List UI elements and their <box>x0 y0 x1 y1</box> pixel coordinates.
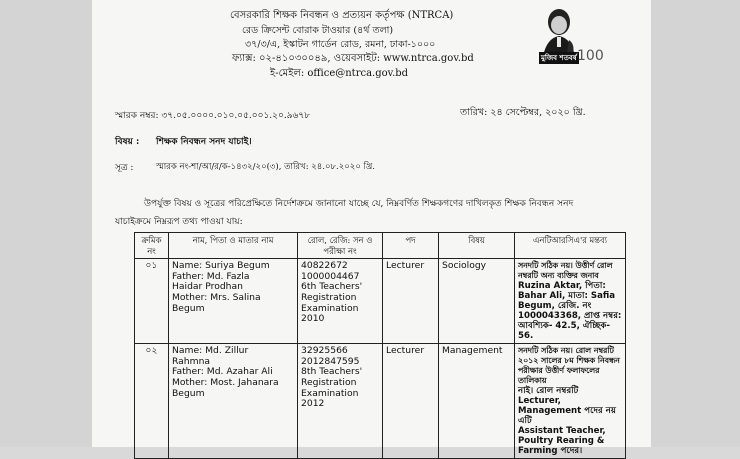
remark-line: 1000043368, প্রাপ্ত নম্বর: <box>518 311 622 322</box>
remark-line: পরীক্ষার উত্তীর্ণ ফলাফলের তালিকায় <box>518 366 600 386</box>
remark-line: সনদটি সঠিক নয়। রোল নম্বরটি <box>518 346 614 356</box>
subject-label: বিষয় : <box>115 137 140 147</box>
table-row <box>135 344 626 459</box>
remark-line: সনদটি সঠিক নয়। উত্তীর্ণ রোল <box>518 261 613 271</box>
remark-line: Ruzina Aktar, পিতা: <box>518 281 606 292</box>
header-post: পদ <box>383 233 439 259</box>
remark-line: Begum, রেজি. নং <box>518 301 592 312</box>
org-address: ৩৭/৩/এ, ইস্কাটন গার্ডেন রোড, রমনা, ঢাকা-১০০০ <box>245 39 436 50</box>
roll-line: Examination <box>301 302 359 314</box>
name-line: Rahmna <box>172 355 211 367</box>
row-name <box>169 344 298 459</box>
table-header-row <box>135 233 626 259</box>
row-subject: Sociology <box>439 259 515 344</box>
body-line-2: যাচাইক্রমে নিম্নরূপ তথ্য পাওয়া যায়: <box>115 217 243 227</box>
body-line-1: উপর্যুক্ত বিষয় ও সূত্রের পরিপ্রেক্ষিতে নির্দেশক্রমে জানানো যাচ্ছে যে, নিম্নবর্ণিত শিক্ষকগণের দাখিলকৃত শিক্ষক নিবন্ধন সনদ <box>144 199 574 209</box>
remark-line: Bahar Ali, মাতা: Safia <box>518 291 616 302</box>
mujib-logo <box>535 4 603 66</box>
name-line: Father: Md. Fazla <box>172 270 250 282</box>
org-fax-web: ফ্যাক্স: ০২-৪১০৩০০৪৯, ওয়েবসাইট: www.ntrca.gov.bd <box>232 53 474 64</box>
name-line: Name: Suriya Begum <box>172 260 270 272</box>
header-subject: বিষয় <box>439 233 515 259</box>
row-serial: ০১ <box>135 259 169 344</box>
remark-line: নাই। রোল নম্বরটি Lecturer, <box>518 386 579 407</box>
name-line: Father: Md. Azahar Ali <box>172 366 273 378</box>
roll-line: 1000004467 <box>301 270 360 282</box>
row-remark <box>515 259 626 344</box>
row-post: Lecturer <box>383 344 439 459</box>
name-line: Haidar Prodhan <box>172 281 243 293</box>
logo-number: 100 <box>577 48 604 64</box>
name-line: Mother: Most. Jahanara <box>172 376 279 388</box>
roll-line: 2012 <box>301 398 325 410</box>
table-row <box>135 259 626 344</box>
roll-line: 32925566 <box>301 345 348 357</box>
background-left <box>0 0 92 447</box>
name-line: Begum <box>172 302 205 314</box>
roll-line: 8th Teachers' <box>301 366 363 378</box>
org-email: ই-মেইল: office@ntrca.gov.bd <box>270 68 409 79</box>
org-building: রেড ক্রিসেন্ট বোরাক টাওয়ার (৪র্থ তলা) <box>242 25 394 36</box>
row-remark <box>515 344 626 459</box>
remark-line: আবশ্যিক- 42.5, ঐচ্ছিক- 56. <box>518 321 610 342</box>
memo-number: স্মারক নম্বর: ৩৭.০৫.০০০০.০১০.০৫.০০১.২০.৯৬৭৮ <box>115 111 311 121</box>
row-roll <box>298 344 383 459</box>
document-page <box>92 0 651 457</box>
remark-line: Farming পদের। <box>518 446 583 457</box>
row-roll <box>298 259 383 344</box>
background-right <box>651 0 740 447</box>
reference-label: সূত্র : <box>115 163 134 173</box>
subject-text: শিক্ষক নিবন্ধন সনদ যাচাই। <box>156 137 252 147</box>
roll-line: 2010 <box>301 313 325 325</box>
remark-line: Assistant Teacher, <box>518 426 606 437</box>
verification-table <box>134 232 626 459</box>
row-serial: ০২ <box>135 344 169 459</box>
reference-text: স্মারক নং-শা/আ/র/ক-১৪৩২/২০(৩), তারিখ: ২৪.০৮.২০২০ খ্রি. <box>156 162 376 172</box>
remark-line: Poultry Rearing & <box>518 436 605 447</box>
header-roll: রোল, রেজি: সন ও পরীক্ষা নং <box>298 233 383 259</box>
header-serial: ক্রমিক নং <box>135 233 169 259</box>
roll-line: 40822672 <box>301 260 348 272</box>
name-line: Begum <box>172 387 205 399</box>
roll-line: Registration <box>301 376 357 388</box>
name-line: Name: Md. Zillur <box>172 345 249 357</box>
org-name: বেসরকারি শিক্ষক নিবন্ধন ও প্রত্যয়ন কর্তৃপক্ষ (NTRCA) <box>230 10 454 21</box>
row-name <box>169 259 298 344</box>
header-remark: এনটিআরসিএ'র মন্তব্য <box>515 233 626 259</box>
remark-line: Management পদের নয় এটি <box>518 406 616 427</box>
remark-line: নম্বরটি অন্য ব্যক্তির জনাব <box>518 271 599 281</box>
name-line: Mother: Mrs. Salina <box>172 291 261 303</box>
header-name: নাম, পিতা ও মাতার নাম <box>169 233 298 259</box>
roll-line: 6th Teachers' <box>301 281 363 293</box>
memo-date: তারিখ: ২৪ সেপ্টেম্বর, ২০২০ খ্রি. <box>460 107 586 118</box>
remark-line: ২০১২ সালের ৮ম শিক্ষক নিবন্ধন <box>518 356 620 366</box>
roll-line: Registration <box>301 291 357 303</box>
row-subject: Management <box>439 344 515 459</box>
logo-caption: মুজিব শতবর্ষ <box>541 53 577 62</box>
roll-line: 2012847595 <box>301 355 360 367</box>
row-post: Lecturer <box>383 259 439 344</box>
roll-line: Examination <box>301 387 359 399</box>
